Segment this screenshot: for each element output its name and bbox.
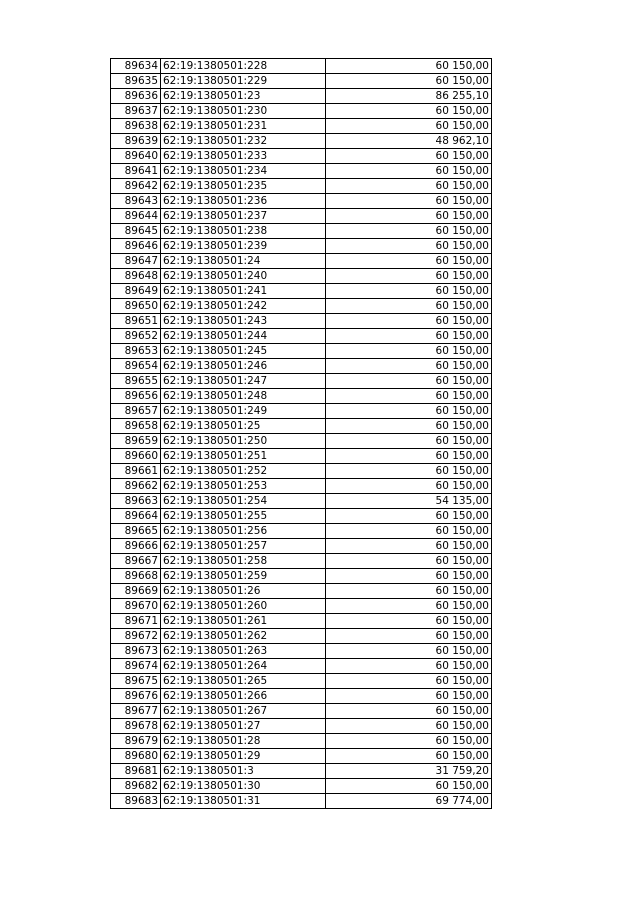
cadastral-number-cell: 62:19:1380501:259 (161, 569, 326, 584)
table-row (111, 239, 492, 254)
table-row (111, 194, 492, 209)
cadastral-value-cell: 60 150,00 (326, 644, 492, 659)
row-number-cell: 89665 (111, 524, 161, 539)
row-number-cell: 89634 (111, 59, 161, 74)
row-number-cell: 89639 (111, 134, 161, 149)
table-row (111, 419, 492, 434)
cadastral-number-cell: 62:19:1380501:235 (161, 179, 326, 194)
table-row (111, 104, 492, 119)
row-number-cell: 89654 (111, 359, 161, 374)
cadastral-number-cell: 62:19:1380501:242 (161, 299, 326, 314)
row-number-cell: 89645 (111, 224, 161, 239)
table-row (111, 389, 492, 404)
row-number-cell: 89657 (111, 404, 161, 419)
cadastral-number-cell: 62:19:1380501:256 (161, 524, 326, 539)
row-number-cell: 89667 (111, 554, 161, 569)
table-row (111, 284, 492, 299)
row-number-cell: 89638 (111, 119, 161, 134)
cadastral-number-cell: 62:19:1380501:262 (161, 629, 326, 644)
row-number-cell: 89681 (111, 764, 161, 779)
cadastral-value-cell: 60 150,00 (326, 119, 492, 134)
table-row (111, 629, 492, 644)
table-row (111, 179, 492, 194)
cadastral-value-cell: 60 150,00 (326, 434, 492, 449)
cadastral-value-cell: 60 150,00 (326, 599, 492, 614)
cadastral-number-cell: 62:19:1380501:255 (161, 509, 326, 524)
row-number-cell: 89672 (111, 629, 161, 644)
table-row (111, 479, 492, 494)
row-number-cell: 89647 (111, 254, 161, 269)
cadastral-number-cell: 62:19:1380501:24 (161, 254, 326, 269)
cadastral-number-cell: 62:19:1380501:261 (161, 614, 326, 629)
row-number-cell: 89651 (111, 314, 161, 329)
cadastral-value-cell: 60 150,00 (326, 269, 492, 284)
table-row (111, 404, 492, 419)
row-number-cell: 89655 (111, 374, 161, 389)
cadastral-value-cell: 60 150,00 (326, 239, 492, 254)
row-number-cell: 89641 (111, 164, 161, 179)
cadastral-value-cell: 60 150,00 (326, 194, 492, 209)
cadastral-number-cell: 62:19:1380501:237 (161, 209, 326, 224)
cadastral-number-cell: 62:19:1380501:246 (161, 359, 326, 374)
cadastral-value-cell: 60 150,00 (326, 284, 492, 299)
row-number-cell: 89661 (111, 464, 161, 479)
table-row (111, 719, 492, 734)
table-row (111, 599, 492, 614)
row-number-cell: 89678 (111, 719, 161, 734)
row-number-cell: 89670 (111, 599, 161, 614)
cadastral-value-cell: 60 150,00 (326, 629, 492, 644)
row-number-cell: 89663 (111, 494, 161, 509)
cadastral-number-cell: 62:19:1380501:252 (161, 464, 326, 479)
cadastral-value-cell: 60 150,00 (326, 479, 492, 494)
cadastral-value-cell: 60 150,00 (326, 614, 492, 629)
table-row (111, 164, 492, 179)
row-number-cell: 89644 (111, 209, 161, 224)
cadastral-value-cell: 86 255,10 (326, 89, 492, 104)
cadastral-number-cell: 62:19:1380501:231 (161, 119, 326, 134)
table-row (111, 569, 492, 584)
cadastral-value-cell: 60 150,00 (326, 74, 492, 89)
table-row (111, 779, 492, 794)
table-row (111, 689, 492, 704)
row-number-cell: 89658 (111, 419, 161, 434)
cadastral-number-cell: 62:19:1380501:228 (161, 59, 326, 74)
row-number-cell: 89653 (111, 344, 161, 359)
cadastral-value-cell: 60 150,00 (326, 524, 492, 539)
cadastral-value-cell: 60 150,00 (326, 749, 492, 764)
cadastral-value-cell: 60 150,00 (326, 299, 492, 314)
cadastral-value-cell: 60 150,00 (326, 674, 492, 689)
cadastral-number-cell: 62:19:1380501:28 (161, 734, 326, 749)
cadastral-number-cell: 62:19:1380501:30 (161, 779, 326, 794)
cadastral-value-cell: 69 774,00 (326, 794, 492, 809)
table-row (111, 674, 492, 689)
row-number-cell: 89650 (111, 299, 161, 314)
cadastral-number-cell: 62:19:1380501:29 (161, 749, 326, 764)
cadastral-value-cell: 60 150,00 (326, 104, 492, 119)
row-number-cell: 89676 (111, 689, 161, 704)
row-number-cell: 89680 (111, 749, 161, 764)
row-number-cell: 89648 (111, 269, 161, 284)
table-row (111, 764, 492, 779)
cadastral-value-cell: 60 150,00 (326, 209, 492, 224)
cadastral-value-cell: 54 135,00 (326, 494, 492, 509)
table-row (111, 299, 492, 314)
cadastral-value-cell: 60 150,00 (326, 344, 492, 359)
table-row (111, 344, 492, 359)
cadastral-number-cell: 62:19:1380501:239 (161, 239, 326, 254)
cadastral-number-cell: 62:19:1380501:244 (161, 329, 326, 344)
cadastral-value-cell: 31 759,20 (326, 764, 492, 779)
table-row (111, 59, 492, 74)
cadastral-value-cell: 60 150,00 (326, 149, 492, 164)
cadastral-number-cell: 62:19:1380501:234 (161, 164, 326, 179)
row-number-cell: 89664 (111, 509, 161, 524)
cadastral-value-cell: 60 150,00 (326, 779, 492, 794)
cadastral-number-cell: 62:19:1380501:238 (161, 224, 326, 239)
cadastral-value-cell: 60 150,00 (326, 404, 492, 419)
table-row (111, 449, 492, 464)
row-number-cell: 89635 (111, 74, 161, 89)
row-number-cell: 89643 (111, 194, 161, 209)
cadastral-number-cell: 62:19:1380501:247 (161, 374, 326, 389)
cadastral-number-cell: 62:19:1380501:27 (161, 719, 326, 734)
table-row (111, 329, 492, 344)
cadastral-value-cell: 60 150,00 (326, 179, 492, 194)
cadastral-value-cell: 60 150,00 (326, 689, 492, 704)
cadastral-number-cell: 62:19:1380501:254 (161, 494, 326, 509)
cadastral-value-cell: 60 150,00 (326, 389, 492, 404)
table-row (111, 434, 492, 449)
cadastral-number-cell: 62:19:1380501:253 (161, 479, 326, 494)
cadastral-number-cell: 62:19:1380501:248 (161, 389, 326, 404)
cadastral-value-cell: 60 150,00 (326, 704, 492, 719)
cadastral-value-table (110, 58, 492, 809)
cadastral-number-cell: 62:19:1380501:243 (161, 314, 326, 329)
table-row (111, 584, 492, 599)
table-body (111, 59, 492, 809)
table-row (111, 494, 492, 509)
cadastral-value-cell: 60 150,00 (326, 659, 492, 674)
cadastral-number-cell: 62:19:1380501:230 (161, 104, 326, 119)
row-number-cell: 89683 (111, 794, 161, 809)
cadastral-number-cell: 62:19:1380501:23 (161, 89, 326, 104)
cadastral-number-cell: 62:19:1380501:266 (161, 689, 326, 704)
table-row (111, 524, 492, 539)
cadastral-number-cell: 62:19:1380501:245 (161, 344, 326, 359)
row-number-cell: 89679 (111, 734, 161, 749)
table-row (111, 464, 492, 479)
cadastral-number-cell: 62:19:1380501:249 (161, 404, 326, 419)
cadastral-number-cell: 62:19:1380501:257 (161, 539, 326, 554)
cadastral-value-cell: 60 150,00 (326, 359, 492, 374)
row-number-cell: 89659 (111, 434, 161, 449)
cadastral-value-cell: 60 150,00 (326, 539, 492, 554)
cadastral-value-cell: 60 150,00 (326, 164, 492, 179)
cadastral-number-cell: 62:19:1380501:250 (161, 434, 326, 449)
table-row (111, 704, 492, 719)
cadastral-value-cell: 60 150,00 (326, 314, 492, 329)
cadastral-number-cell: 62:19:1380501:267 (161, 704, 326, 719)
cadastral-number-cell: 62:19:1380501:26 (161, 584, 326, 599)
cadastral-number-cell: 62:19:1380501:265 (161, 674, 326, 689)
cadastral-number-cell: 62:19:1380501:263 (161, 644, 326, 659)
table-row (111, 269, 492, 284)
cadastral-value-cell: 60 150,00 (326, 719, 492, 734)
cadastral-number-cell: 62:19:1380501:251 (161, 449, 326, 464)
cadastral-value-cell: 60 150,00 (326, 224, 492, 239)
cadastral-number-cell: 62:19:1380501:3 (161, 764, 326, 779)
cadastral-value-cell: 48 962,10 (326, 134, 492, 149)
cadastral-number-cell: 62:19:1380501:240 (161, 269, 326, 284)
cadastral-number-cell: 62:19:1380501:236 (161, 194, 326, 209)
cadastral-number-cell: 62:19:1380501:241 (161, 284, 326, 299)
cadastral-number-cell: 62:19:1380501:232 (161, 134, 326, 149)
table-row (111, 659, 492, 674)
row-number-cell: 89652 (111, 329, 161, 344)
row-number-cell: 89674 (111, 659, 161, 674)
row-number-cell: 89682 (111, 779, 161, 794)
table-row (111, 359, 492, 374)
cadastral-value-cell: 60 150,00 (326, 464, 492, 479)
table-row (111, 749, 492, 764)
row-number-cell: 89669 (111, 584, 161, 599)
row-number-cell: 89649 (111, 284, 161, 299)
table-row (111, 734, 492, 749)
row-number-cell: 89662 (111, 479, 161, 494)
table-row (111, 224, 492, 239)
cadastral-number-cell: 62:19:1380501:31 (161, 794, 326, 809)
row-number-cell: 89675 (111, 674, 161, 689)
cadastral-value-cell: 60 150,00 (326, 59, 492, 74)
cadastral-value-cell: 60 150,00 (326, 254, 492, 269)
table-row (111, 314, 492, 329)
table-row (111, 644, 492, 659)
cadastral-value-cell: 60 150,00 (326, 329, 492, 344)
cadastral-value-cell: 60 150,00 (326, 734, 492, 749)
table-row (111, 539, 492, 554)
row-number-cell: 89656 (111, 389, 161, 404)
cadastral-number-cell: 62:19:1380501:258 (161, 554, 326, 569)
table-row (111, 794, 492, 809)
table-row (111, 509, 492, 524)
table-row (111, 119, 492, 134)
row-number-cell: 89666 (111, 539, 161, 554)
table-row (111, 374, 492, 389)
row-number-cell: 89660 (111, 449, 161, 464)
cadastral-number-cell: 62:19:1380501:233 (161, 149, 326, 164)
table-row (111, 149, 492, 164)
table-row (111, 209, 492, 224)
row-number-cell: 89677 (111, 704, 161, 719)
table-row (111, 134, 492, 149)
row-number-cell: 89646 (111, 239, 161, 254)
table-row (111, 254, 492, 269)
table-row (111, 554, 492, 569)
row-number-cell: 89637 (111, 104, 161, 119)
row-number-cell: 89636 (111, 89, 161, 104)
row-number-cell: 89671 (111, 614, 161, 629)
row-number-cell: 89640 (111, 149, 161, 164)
row-number-cell: 89668 (111, 569, 161, 584)
row-number-cell: 89673 (111, 644, 161, 659)
cadastral-value-cell: 60 150,00 (326, 584, 492, 599)
cadastral-value-cell: 60 150,00 (326, 374, 492, 389)
cadastral-value-cell: 60 150,00 (326, 569, 492, 584)
cadastral-number-cell: 62:19:1380501:264 (161, 659, 326, 674)
table-row (111, 614, 492, 629)
cadastral-value-cell: 60 150,00 (326, 554, 492, 569)
cadastral-value-cell: 60 150,00 (326, 419, 492, 434)
cadastral-number-cell: 62:19:1380501:260 (161, 599, 326, 614)
row-number-cell: 89642 (111, 179, 161, 194)
table-row (111, 89, 492, 104)
cadastral-number-cell: 62:19:1380501:25 (161, 419, 326, 434)
table-row (111, 74, 492, 89)
cadastral-value-cell: 60 150,00 (326, 449, 492, 464)
cadastral-value-cell: 60 150,00 (326, 509, 492, 524)
cadastral-number-cell: 62:19:1380501:229 (161, 74, 326, 89)
